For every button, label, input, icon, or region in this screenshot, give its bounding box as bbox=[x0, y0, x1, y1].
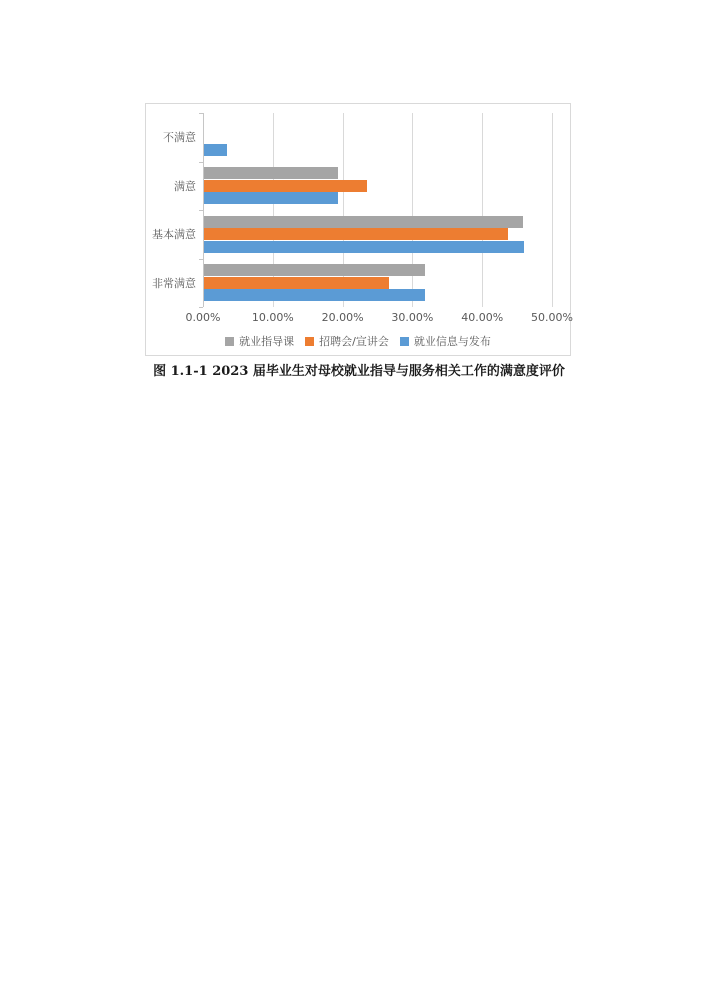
legend-label: 就业指导课 bbox=[239, 335, 295, 348]
x-gridline bbox=[552, 113, 553, 307]
x-axis-tick-label: 40.00% bbox=[461, 311, 504, 324]
bar bbox=[204, 180, 367, 192]
x-gridline bbox=[412, 113, 413, 307]
category-label: 非常满意 bbox=[152, 276, 196, 290]
legend-swatch-icon bbox=[400, 337, 409, 346]
x-axis-tick-label: 10.00% bbox=[251, 311, 294, 324]
category-label: 满意 bbox=[174, 179, 196, 193]
bar bbox=[204, 264, 425, 276]
legend-item bbox=[225, 333, 294, 349]
figure-caption: 图 1.1-1 2023 届毕业生对母校就业指导与服务相关工作的满意度评价 bbox=[153, 364, 565, 379]
bar bbox=[204, 167, 338, 179]
bar bbox=[204, 228, 508, 240]
chart-frame bbox=[145, 103, 571, 356]
bar bbox=[204, 241, 524, 253]
x-axis-tick-label: 0.00% bbox=[185, 311, 221, 324]
x-axis-tick-label: 30.00% bbox=[391, 311, 434, 324]
bar bbox=[204, 289, 425, 301]
legend-label: 就业信息与发布 bbox=[413, 335, 491, 348]
legend-swatch-icon bbox=[305, 337, 314, 346]
bar bbox=[204, 192, 338, 204]
x-axis-tick-label: 50.00% bbox=[531, 311, 573, 324]
category-label: 基本满意 bbox=[152, 228, 196, 242]
x-axis-tick-label: 20.00% bbox=[321, 311, 364, 324]
chart-legend bbox=[146, 333, 570, 349]
legend-item bbox=[400, 333, 491, 349]
bar bbox=[204, 216, 523, 228]
legend-label: 招聘会/宣讲会 bbox=[319, 335, 389, 348]
y-axis-tick bbox=[199, 307, 203, 308]
legend-item bbox=[305, 333, 389, 349]
bar bbox=[204, 144, 227, 156]
plot-area bbox=[152, 113, 573, 324]
category-label: 不满意 bbox=[163, 131, 196, 145]
x-gridline bbox=[482, 113, 483, 307]
bar bbox=[204, 277, 389, 289]
legend-swatch-icon bbox=[225, 337, 234, 346]
